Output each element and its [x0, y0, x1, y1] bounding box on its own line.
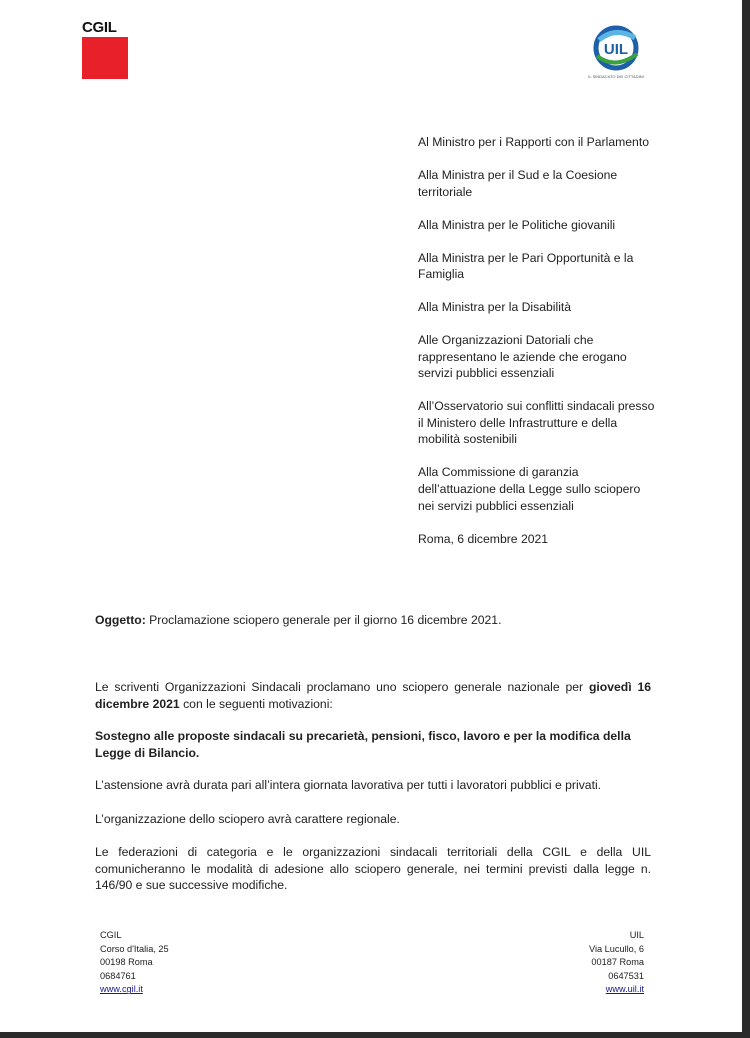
uil-logo	[585, 24, 647, 84]
uil-logo-text: UIL	[603, 41, 629, 58]
p1-end: con le seguenti motivazioni:	[179, 696, 333, 711]
recipient: All’Osservatorio sui conflitti sindacali presso il Ministero delle Infrastrutture e della mobilità sostenibili	[418, 399, 655, 447]
footer-cgil-website-link[interactable]: www.cgil.it	[100, 984, 143, 995]
uil-tagline: IL SINDACATO DEI CITTADINI	[588, 74, 644, 79]
footer-uil-name: UIL	[629, 930, 644, 940]
footer-cgil-city: 00198 Roma	[100, 957, 153, 968]
body-paragraph-4: L’organizzazione dello sciopero avrà carattere regionale.	[95, 812, 400, 826]
recipients-block	[418, 134, 658, 547]
cgil-logo-text: CGIL	[82, 19, 117, 36]
recipient: Alla Ministra per il Sud e la Coesione territoriale	[418, 167, 618, 199]
page-frame-bottom	[0, 1032, 750, 1038]
cgil-logo-red-square	[82, 37, 128, 79]
page-frame-right	[742, 0, 750, 1038]
footer-cgil-phone: 0684761	[100, 970, 136, 981]
p1-strike-date: giovedì 16 dicembre 2021	[95, 680, 652, 711]
recipient: Alla Ministra per le Pari Opportunità e la Famiglia	[418, 250, 634, 282]
footer-uil-website-link[interactable]: www.uil.it	[605, 984, 644, 995]
body-paragraph-5: Le federazioni di categoria e le organizzazioni sindacali territoriali della CGIL e della UIL comunicheranno le modalità di adesione allo sciopero generale, nei termini previsti dalla legge n. 146/90 e sue successive modifiche.	[95, 845, 651, 892]
footer-uil-phone: 0647531	[608, 970, 644, 981]
body-paragraph-motivation: Sostegno alle proposte sindacali su precarietà, pensioni, fisco, lavoro e per la modifica della Legge di Bilancio.	[95, 729, 631, 760]
recipient: Alla Commissione di garanzia dell’attuazione della Legge sullo sciopero nei servizi pubblici essenziali	[418, 465, 641, 513]
body-paragraph-1	[95, 679, 651, 712]
footer-cgil	[100, 929, 169, 997]
footer-cgil-name: CGIL	[100, 930, 122, 940]
uil-logo-icon	[585, 24, 647, 74]
recipient: Alla Ministra per la Disabilità	[418, 300, 572, 315]
recipient: Al Ministro per i Rapporti con il Parlamento	[418, 135, 649, 149]
subject-line	[95, 612, 501, 628]
p1-start: Le scriventi Organizzazioni Sindacali proclamano uno sciopero generale nazionale per	[95, 680, 589, 694]
recipient: Alla Ministra per le Politiche giovanili	[418, 217, 616, 232]
letter-date: Roma, 6 dicembre 2021	[418, 531, 549, 546]
subject-label: Oggetto:	[95, 613, 146, 627]
footer-uil	[520, 929, 644, 997]
footer-uil-address: Via Lucullo, 6	[589, 943, 644, 954]
subject-text: Proclamazione sciopero generale per il giorno 16 dicembre 2021.	[149, 613, 502, 627]
recipient: Alle Organizzazioni Datoriali che rappresentano le aziende che erogano servizi pubblici essenziali	[418, 333, 627, 381]
cgil-logo	[82, 20, 128, 81]
body-paragraph-3: L’astensione avrà durata pari all’intera giornata lavorativa per tutti i lavoratori pubblici e privati.	[95, 778, 602, 792]
footer-cgil-address: Corso d'Italia, 25	[100, 943, 169, 954]
footer-uil-city: 00187 Roma	[591, 957, 644, 968]
